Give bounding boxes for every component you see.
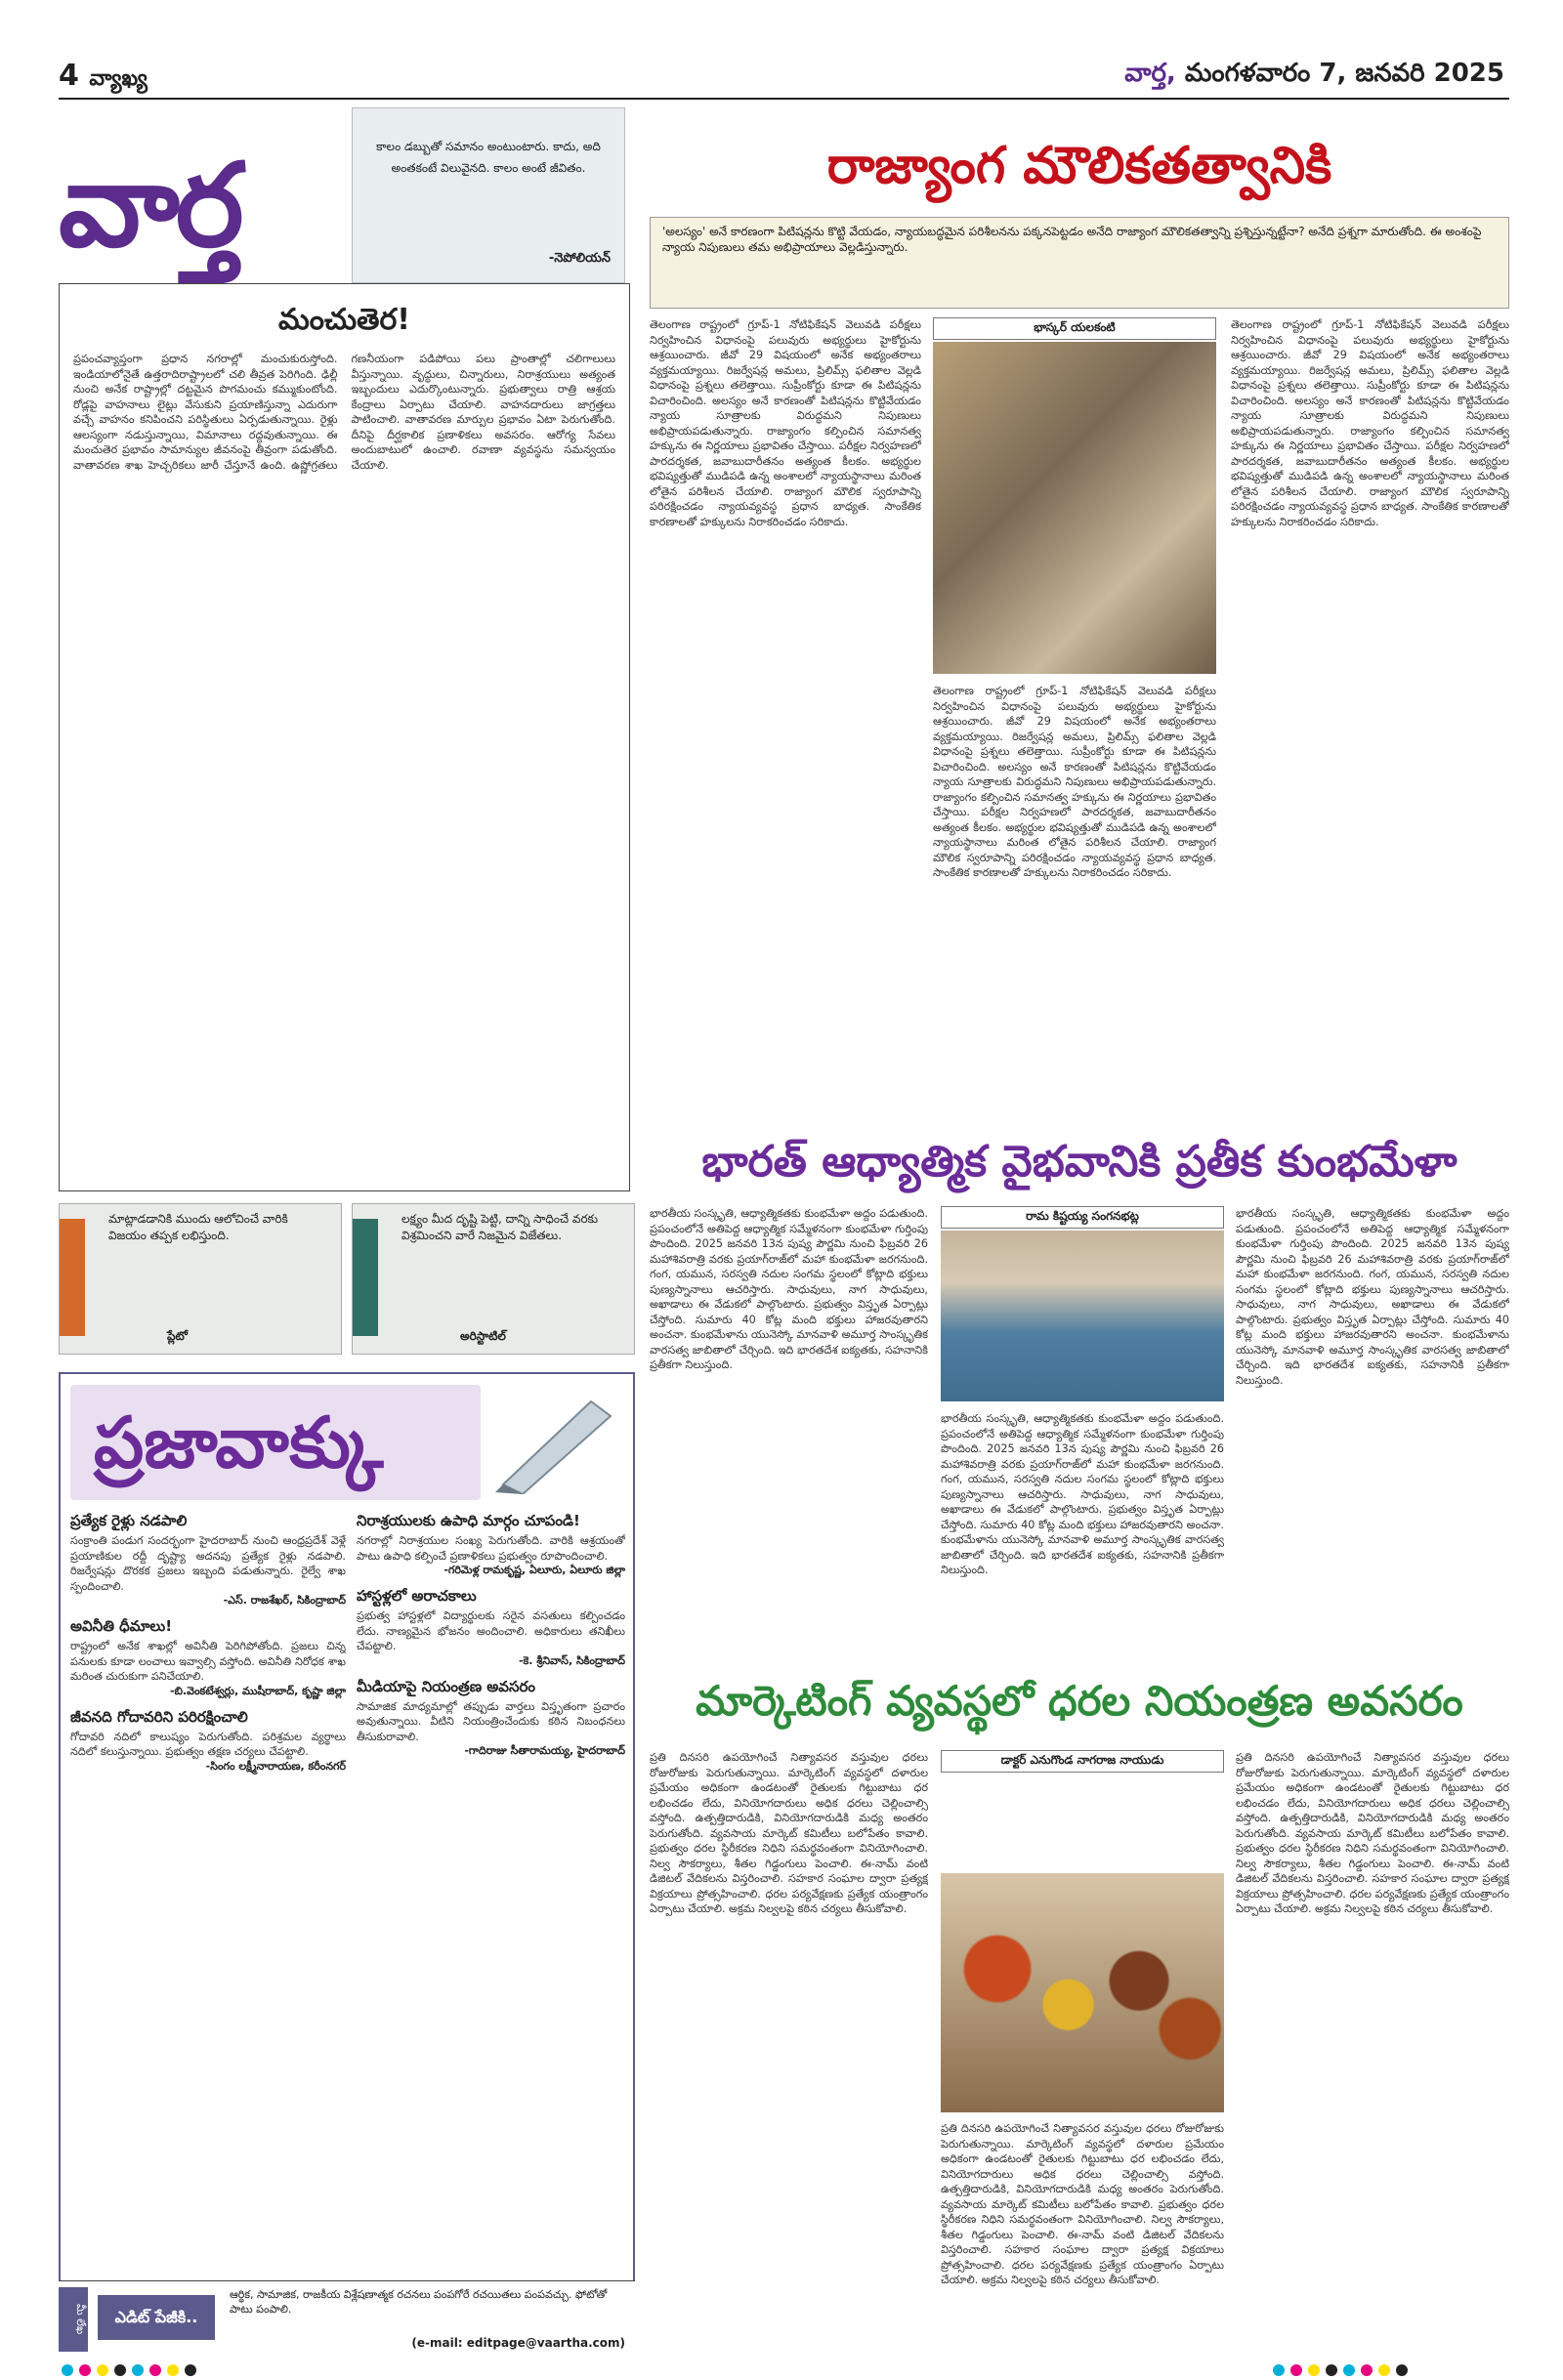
footer-text: ఆర్థిక, సామాజిక, రాజకీయ విశ్లేషణాత్మక రచనలు పంపగోరే రచయితలు పంపవచ్చు. ఫోటోతో పాటు పంపాలి. bbox=[230, 2288, 608, 2316]
quote-author: అరిస్టాటిల్ bbox=[460, 1329, 506, 1343]
article3-byline: డాక్టర్ ఎనుగొండ నాగరాజ నాయుడు bbox=[941, 1750, 1224, 1773]
letter-author: -గరిమెళ్ల రామకృష్ణ, ఏలూరు, ఏలూరు జిల్లా bbox=[444, 1564, 625, 1576]
quote-card-plato bbox=[59, 1203, 342, 1355]
letter-author: -ఎస్. రాజశేఖర్, సికింద్రాబాద్ bbox=[223, 1594, 346, 1607]
letter-title: హాస్టళ్లలో అరాచకాలు bbox=[357, 1587, 477, 1605]
quote-author: ప్లేటో bbox=[167, 1329, 188, 1343]
quote-card-aristotle bbox=[352, 1203, 635, 1355]
article1-title: రాజ్యాంగ మౌలికతత్వానికి bbox=[826, 137, 1332, 195]
print-registration-left bbox=[59, 2361, 352, 2373]
letter-body: రాష్ట్రంలో అనేక శాఖల్లో అవినీతి పెరిగిపోతోంది. ప్రజలు చిన్న పనులకు కూడా లంచాలు ఇవ్వాల్సి వస్తోంది. అవినీతి నిరోధక శాఖ మరింత చురుకుగా పనిచేయాలి. bbox=[70, 1640, 346, 1683]
article2-body-left: భారతీయ సంస్కృతి, ఆధ్యాత్మికతకు కుంభమేళా అద్దం పడుతుంది. ప్రపంచంలోనే అతిపెద్ద ఆధ్యాత్మిక సమ్మేళనంగా కుంభమేళా గుర్తింపు పొందింది. 2025 జనవరి 13న పుష్య పౌర్ణమి నుంచి ఫిబ్రవరి 26 మహాశివరాత్రి వరకు ప్రయాగ్‌రాజ్‌లో మహా కుంభమేళా జరగనుంది. గంగ, యమున, సరస్వతి నదుల సంగమ స్థలంలో కోట్లాది భక్తులు పుణ్యస్నానాలు ఆచరిస్తారు. సాధువులు, నాగ సాధువులు, అఖాడాలు ఈ వేడుకలో పాల్గొంటారు. ప్రభుత్వం విస్తృత ఏర్పాట్లు చేస్తోంది. సుమారు 40 కోట్ల మంది భక్తులు హాజరవుతారని అంచనా. కుంభమేళాను యునెస్కో మానవాళి అమూర్త సాంస్కృతిక వారసత్వ జాబితాలో చేర్చింది. ఇది భారతదేశ ఐక్యతకు, సహనానికి ప్రతీకగా నిలుస్తుంది. bbox=[650, 1207, 928, 1371]
letter-title: జీవనది గోదావరిని పరిరక్షించాలి bbox=[70, 1707, 248, 1726]
article1-lead: 'అలస్యం' అనే కారణంగా పిటిషన్లను కొట్టి వేయడం, న్యాయబద్ధమైన పరిశీలనను పక్కనపెట్టడం అనేది రాజ్యాంగ మౌలికతత్వాన్ని ప్రశ్నిస్తున్నట్టేనా? అనేది ప్రశ్నగా మారుతోంది. ఈ అంశంపై న్యాయ నిపుణులు తమ అభిప్రాయాలు వెల్లడిస్తున్నారు. bbox=[650, 217, 1509, 309]
article2-body-mid: భారతీయ సంస్కృతి, ఆధ్యాత్మికతకు కుంభమేళా అద్దం పడుతుంది. ప్రపంచంలోనే అతిపెద్ద ఆధ్యాత్మిక సమ్మేళనంగా కుంభమేళా గుర్తింపు పొందింది. 2025 జనవరి 13న పుష్య పౌర్ణమి నుంచి ఫిబ్రవరి 26 మహాశివరాత్రి వరకు ప్రయాగ్‌రాజ్‌లో మహా కుంభమేళా జరగనుంది. గంగ, యమున, సరస్వతి నదుల సంగమ స్థలంలో కోట్లాది భక్తులు పుణ్యస్నానాలు ఆచరిస్తారు. సాధువులు, నాగ సాధువులు, అఖాడాలు ఈ వేడుకలో పాల్గొంటారు. ప్రభుత్వం విస్తృత ఏర్పాట్లు చేస్తోంది. సుమారు 40 కోట్ల మంది భక్తులు హాజరవుతారని అంచనా. కుంభమేళాను యునెస్కో మానవాళి అమూర్త సాంస్కృతిక వారసత్వ జాబితాలో చేర్చింది. ఇది భారతదేశ ఐక్యతకు, సహనానికి ప్రతీకగా నిలుస్తుంది. bbox=[941, 1412, 1224, 1576]
article3-body-right: ప్రతి దినసరి ఉపయోగించే నిత్యావసర వస్తువుల ధరలు రోజురోజుకు పెరుగుతున్నాయి. మార్కెటింగ్ వ్యవస్థలో దళారుల ప్రమేయం అధికంగా ఉండటంతో రైతులకు గిట్టుబాటు ధర లభించడం లేదు, వినియోగదారులు అధిక ధరలు చెల్లించాల్సి వస్తోంది. ఉత్పత్తిదారుడికి, వినియోగదారుడికి మధ్య అంతరం పెరుగుతోంది. వ్యవసాయ మార్కెట్ కమిటీలు బలోపేతం కావాలి. ప్రభుత్వం ధరల స్థిరీకరణ నిధిని సమర్థవంతంగా వినియోగించాలి. నిల్వ సౌకర్యాలు, శీతల గిడ్డంగులు పెంచాలి. ఈ-నామ్ వంటి డిజిటల్ వేదికలను విస్తరించాలి. సహకార సంఘాల ద్వారా ప్రత్యక్ష విక్రయాలు ప్రోత్సహించాలి. ధరల పర్యవేక్షణకు ప్రత్యేక యంత్రాంగం ఏర్పాటు చేయాలి. అక్రమ నిల్వలపై కఠిన చర్యలు తీసుకోవాలి. bbox=[1236, 1751, 1509, 1915]
exam-hall-photo bbox=[933, 342, 1216, 674]
article1-body-left: తెలంగాణ రాష్ట్రంలో గ్రూప్-1 నోటిఫికేషన్ వెలువడి పరీక్షలు నిర్వహించిన విధానంపై పలువురు అభ్యర్థులు హైకోర్టును ఆశ్రయించారు. జీవో 29 విషయంలో అనేక అభ్యంతరాలు వ్యక్తమయ్యాయి. రిజర్వేషన్ల అమలు, ప్రిలిమ్స్ ఫలితాల వెల్లడి విధానంపై ప్రశ్నలు తలెత్తాయి. సుప్రీంకోర్టు కూడా ఈ పిటిషన్లను విచారించింది. అలస్యం అనే కారణంతో పిటిషన్లను కొట్టివేయడం న్యాయ సూత్రాలకు విరుద్ధమని నిపుణులు అభిప్రాయపడుతున్నారు. రాజ్యాంగం కల్పించిన సమానత్వ హక్కును ఈ నిర్ణయాలు ప్రభావితం చేస్తాయి. పరీక్షల నిర్వహణలో పారదర్శకత, జవాబుదారీతనం అత్యంత కీలకం. అభ్యర్థుల భవిష్యత్తుతో ముడిపడి ఉన్న అంశాలలో న్యాయస్థానాలు మరింత లోతైన పరిశీలన చేయాలి. రాజ్యాంగ మౌలిక స్వరూపాన్ని పరిరక్షించడం న్యాయవ్యవస్థ ప్రధాన బాధ్యత. సాంకేతిక కారణాలతో హక్కులను నిరాకరించడం సరికాదు. bbox=[650, 318, 921, 528]
prajavakku-title: ప్రజావాక్కు bbox=[70, 1385, 481, 1500]
letters-column-left bbox=[70, 1512, 346, 2274]
page-number-block bbox=[59, 59, 148, 96]
issue-date: మంగళవారం 7, జనవరి 2025 bbox=[1184, 59, 1504, 88]
newspaper-logo: వార్త bbox=[59, 138, 240, 272]
section-name: వ్యాఖ్య bbox=[89, 66, 148, 91]
letter-body: ప్రభుత్వ హాస్టళ్లలో విద్యార్థులకు సరైన వసతులు కల్పించడం లేదు. నాణ్యమైన భోజనం అందించాలి. అధికారులు తనిఖీలు చేపట్టాలి. bbox=[357, 1609, 625, 1652]
footer-email: (e-mail: editpage@vaartha.com) bbox=[411, 2336, 625, 2350]
footer-side-label: మీ లేఖ bbox=[59, 2287, 88, 2352]
masthead-quote: కాలం డబ్బుతో సమానం అంటుంటారు. కాదు, అది అంతకంటే విలువైనది. కాలం అంటే జీవితం. bbox=[376, 140, 601, 175]
quote-accent-bar bbox=[60, 1219, 85, 1336]
header-rule bbox=[59, 98, 1509, 100]
masthead-quote-box bbox=[352, 107, 625, 283]
article1-byline: భాస్కర్ యలకంటి bbox=[933, 317, 1216, 340]
article3-title: మార్కెటింగ్ వ్యవస్థలో ధరల నియంత్రణ అవసరం bbox=[696, 1677, 1463, 1725]
letters-column-right bbox=[357, 1512, 625, 2274]
editorial-title: మంచుతెర! bbox=[278, 303, 410, 337]
article1-body-right: తెలంగాణ రాష్ట్రంలో గ్రూప్-1 నోటిఫికేషన్ వెలువడి పరీక్షలు నిర్వహించిన విధానంపై పలువురు అభ్యర్థులు హైకోర్టును ఆశ్రయించారు. జీవో 29 విషయంలో అనేక అభ్యంతరాలు వ్యక్తమయ్యాయి. రిజర్వేషన్ల అమలు, ప్రిలిమ్స్ ఫలితాల వెల్లడి విధానంపై ప్రశ్నలు తలెత్తాయి. సుప్రీంకోర్టు కూడా ఈ పిటిషన్లను విచారించింది. అలస్యం అనే కారణంతో పిటిషన్లను కొట్టివేయడం న్యాయ సూత్రాలకు విరుద్ధమని నిపుణులు అభిప్రాయపడుతున్నారు. రాజ్యాంగం కల్పించిన సమానత్వ హక్కును ఈ నిర్ణయాలు ప్రభావితం చేస్తాయి. పరీక్షల నిర్వహణలో పారదర్శకత, జవాబుదారీతనం అత్యంత కీలకం. అభ్యర్థుల భవిష్యత్తుతో ముడిపడి ఉన్న అంశాలలో న్యాయస్థానాలు మరింత లోతైన పరిశీలన చేయాలి. రాజ్యాంగ మౌలిక స్వరూపాన్ని పరిరక్షించడం న్యాయవ్యవస్థ ప్రధాన బాధ్యత. సాంకేతిక కారణాలతో హక్కులను నిరాకరించడం సరికాదు. bbox=[1231, 318, 1509, 528]
article3-body-mid: ప్రతి దినసరి ఉపయోగించే నిత్యావసర వస్తువుల ధరలు రోజురోజుకు పెరుగుతున్నాయి. మార్కెటింగ్ వ్యవస్థలో దళారుల ప్రమేయం అధికంగా ఉండటంతో రైతులకు గిట్టుబాటు ధర లభించడం లేదు, వినియోగదారులు అధిక ధరలు చెల్లించాల్సి వస్తోంది. ఉత్పత్తిదారుడికి, వినియోగదారుడికి మధ్య అంతరం పెరుగుతోంది. వ్యవసాయ మార్కెట్ కమిటీలు బలోపేతం కావాలి. ప్రభుత్వం ధరల స్థిరీకరణ నిధిని సమర్థవంతంగా వినియోగించాలి. నిల్వ సౌకర్యాలు, శీతల గిడ్డంగులు పెంచాలి. ఈ-నామ్ వంటి డిజిటల్ వేదికలను విస్తరించాలి. సహకార సంఘాల ద్వారా ప్రత్యక్ష విక్రయాలు ప్రోత్సహించాలి. ధరల పర్యవేక్షణకు ప్రత్యేక యంత్రాంగం ఏర్పాటు చేయాలి. అక్రమ నిల్వలపై కఠిన చర్యలు తీసుకోవాలి. bbox=[941, 2122, 1224, 2286]
date-line bbox=[1124, 59, 1504, 94]
letter-title: నిరాశ్రయులకు ఉపాధి మార్గం చూపండి! bbox=[357, 1512, 580, 1529]
quote-accent-bar bbox=[353, 1219, 378, 1336]
article2-title: భారత్ ఆధ్యాత్మిక వైభవానికి ప్రతీక కుంభమేళా bbox=[701, 1137, 1457, 1187]
letter-author: -సింగం లక్ష్మీనారాయణ, కరీంనగర్ bbox=[205, 1759, 346, 1773]
article1-body-mid: తెలంగాణ రాష్ట్రంలో గ్రూప్-1 నోటిఫికేషన్ వెలువడి పరీక్షలు నిర్వహించిన విధానంపై పలువురు అభ్యర్థులు హైకోర్టును ఆశ్రయించారు. జీవో 29 విషయంలో అనేక అభ్యంతరాలు వ్యక్తమయ్యాయి. రిజర్వేషన్ల అమలు, ప్రిలిమ్స్ ఫలితాల వెల్లడి విధానంపై ప్రశ్నలు తలెత్తాయి. సుప్రీంకోర్టు కూడా ఈ పిటిషన్లను విచారించింది. అలస్యం అనే కారణంతో పిటిషన్లను కొట్టివేయడం న్యాయ సూత్రాలకు విరుద్ధమని నిపుణులు అభిప్రాయపడుతున్నారు. రాజ్యాంగం కల్పించిన సమానత్వ హక్కును ఈ నిర్ణయాలు ప్రభావితం చేస్తాయి. పరీక్షల నిర్వహణలో పారదర్శకత, జవాబుదారీతనం అత్యంత కీలకం. అభ్యర్థుల భవిష్యత్తుతో ముడిపడి ఉన్న అంశాలలో న్యాయస్థానాలు మరింత లోతైన పరిశీలన చేయాలి. రాజ్యాంగ మౌలిక స్వరూపాన్ని పరిరక్షించడం న్యాయవ్యవస్థ ప్రధాన బాధ్యత. సాంకేతిక కారణాలతో హక్కులను నిరాకరించడం సరికాదు. bbox=[933, 685, 1216, 879]
letter-title: ప్రత్యేక రైళ్లు నడపాలి bbox=[70, 1512, 188, 1529]
quote-text: మాట్లాడడానికి ముందు ఆలోచించే వారికి విజయం తప్పక లభిస్తుంది. bbox=[108, 1212, 288, 1242]
letter-title: అవినీతి ధీమాలు! bbox=[70, 1617, 173, 1635]
paper-name: వార్త, bbox=[1124, 59, 1176, 88]
letter-body: గోదావరి నదిలో కాలుష్యం పెరుగుతోంది. పరిశ్రమల వ్యర్థాలు నదిలో కలుస్తున్నాయి. ప్రభుత్వం తక్షణ చర్యలు చేపట్టాలి. bbox=[70, 1730, 346, 1758]
editorial-body: ప్రపంచవ్యాప్తంగా ప్రధాన నగరాల్లో మంచుకురుస్తోంది. ఇండియాలోనైతే ఉత్తరాదిరాష్ట్రాలలో చలి తీవ్రత పెరిగింది. ఢిల్లీ నుంచి అనేక రాష్ట్రాల్లో దట్టమైన పొగమంచు కమ్ముకుంటోంది. రోడ్లపై వాహనాలు లైట్లు వేసుకుని ప్రయాణిస్తున్నా ఎదురుగా వచ్చే వాహనం కనిపించని పరిస్థితులు ఏర్పడుతున్నాయి. రైళ్లు ఆలస్యంగా నడుస్తున్నాయి, విమానాలు రద్దవుతున్నాయి. ఈ మంచుతెర ప్రభావం సామాన్యుల జీవనంపై తీవ్రంగా పడుతోంది. వాతావరణ శాఖ హెచ్చరికలు జారీ చేస్తూనే ఉంది. ఉష్ణోగ్రతలు గణనీయంగా పడిపోయి పలు ప్రాంతాల్లో చలిగాలులు వీస్తున్నాయి. వృద్ధులు, చిన్నారులు, నిరాశ్రయులు అత్యంత ఇబ్బందులు ఎదుర్కొంటున్నారు. ప్రభుత్వాలు రాత్రి ఆశ్రయ కేంద్రాలు ఏర్పాటు చేయాలి. వాహనదారులు జాగ్రత్తలు పాటించాలి. వాతావరణ మార్పుల ప్రభావం ఏటా పెరుగుతోంది. దీనిపై దీర్ఘకాలిక ప్రణాళికలు అవసరం. ఆరోగ్య సేవలు అందుబాటులో ఉంచాలి. రవాణా వ్యవస్థను సమన్వయం చేయాలి. bbox=[73, 353, 615, 472]
letter-body: నగరాల్లో నిరాశ్రయుల సంఖ్య పెరుగుతోంది. వారికి ఆశ్రయంతో పాటు ఉపాధి కల్పించే ప్రణాళికలు ప్రభుత్వం రూపొందించాలి. bbox=[357, 1534, 625, 1563]
letter-body: సంక్రాంతి పండుగ సందర్భంగా హైదరాబాద్ నుంచి ఆంధ్రప్రదేశ్ వెళ్లే ప్రయాణికుల రద్దీ దృష్ట్యా అదనపు ప్రత్యేక రైళ్లు నడపాలి. రిజర్వేషన్లు దొరకక ప్రజలు ఇబ్బంది పడుతున్నారు. రైల్వే శాఖ స్పందించాలి. bbox=[70, 1534, 346, 1593]
article3-body-left: ప్రతి దినసరి ఉపయోగించే నిత్యావసర వస్తువుల ధరలు రోజురోజుకు పెరుగుతున్నాయి. మార్కెటింగ్ వ్యవస్థలో దళారుల ప్రమేయం అధికంగా ఉండటంతో రైతులకు గిట్టుబాటు ధర లభించడం లేదు, వినియోగదారులు అధిక ధరలు చెల్లించాల్సి వస్తోంది. ఉత్పత్తిదారుడికి, వినియోగదారుడికి మధ్య అంతరం పెరుగుతోంది. వ్యవసాయ మార్కెట్ కమిటీలు బలోపేతం కావాలి. ప్రభుత్వం ధరల స్థిరీకరణ నిధిని సమర్థవంతంగా వినియోగించాలి. నిల్వ సౌకర్యాలు, శీతల గిడ్డంగులు పెంచాలి. ఈ-నామ్ వంటి డిజిటల్ వేదికలను విస్తరించాలి. సహకార సంఘాల ద్వారా ప్రత్యక్ష విక్రయాలు ప్రోత్సహించాలి. ధరల పర్యవేక్షణకు ప్రత్యేక యంత్రాంగం ఏర్పాటు చేయాలి. అక్రమ నిల్వలపై కఠిన చర్యలు తీసుకోవాలి. bbox=[650, 1751, 928, 1915]
edit-page-footer bbox=[59, 2280, 635, 2357]
footer-label: ఎడిట్ పేజీకి.. bbox=[98, 2295, 215, 2340]
print-registration-right bbox=[1270, 2361, 1524, 2373]
quote-text: లక్ష్యం మీద దృష్టి పెట్టి, దాన్ని సాధించే వరకు విశ్రమించని వారే నిజమైన విజేతలు. bbox=[401, 1212, 598, 1242]
letter-author: -కె. శ్రీనివాస్, సికింద్రాబాద్ bbox=[518, 1653, 625, 1667]
letter-title: మీడియాపై నియంత్రణ అవసరం bbox=[357, 1677, 536, 1695]
letter-body: సామాజిక మాధ్యమాల్లో తప్పుడు వార్తలు విస్తృతంగా ప్రచారం అవుతున్నాయి. వీటిని నియంత్రించేందుకు కఠిన నిబంధనలు తీసుకురావాలి. bbox=[357, 1699, 625, 1743]
article2-body-right: భారతీయ సంస్కృతి, ఆధ్యాత్మికతకు కుంభమేళా అద్దం పడుతుంది. ప్రపంచంలోనే అతిపెద్ద ఆధ్యాత్మిక సమ్మేళనంగా కుంభమేళా గుర్తింపు పొందింది. 2025 జనవరి 13న పుష్య పౌర్ణమి నుంచి ఫిబ్రవరి 26 మహాశివరాత్రి వరకు ప్రయాగ్‌రాజ్‌లో మహా కుంభమేళా జరగనుంది. గంగ, యమున, సరస్వతి నదుల సంగమ స్థలంలో కోట్లాది భక్తులు పుణ్యస్నానాలు ఆచరిస్తారు. సాధువులు, నాగ సాధువులు, అఖాడాలు ఈ వేడుకలో పాల్గొంటారు. ప్రభుత్వం విస్తృత ఏర్పాట్లు చేస్తోంది. సుమారు 40 కోట్ల మంది భక్తులు హాజరవుతారని అంచనా. కుంభమేళాను యునెస్కో మానవాళి అమూర్త సాంస్కృతిక వారసత్వ జాబితాలో చేర్చింది. ఇది భారతదేశ ఐక్యతకు, సహనానికి ప్రతీకగా నిలుస్తుంది. bbox=[1236, 1207, 1509, 1387]
masthead-quote-author: -నెపోలియన్ bbox=[548, 251, 611, 266]
letter-author: -గాదిరాజు సీతారామయ్య, హైదరాబాద్ bbox=[464, 1744, 625, 1757]
article2-byline: రామ కిష్టయ్య సంగనభట్ల bbox=[941, 1206, 1224, 1229]
kumbh-mela-photo bbox=[941, 1231, 1224, 1401]
pen-icon bbox=[493, 1392, 620, 1494]
spices-market-photo bbox=[941, 1873, 1224, 2112]
letter-author: -బి.వెంకటేశ్వర్లు, ముషీరాబాద్, కృష్ణా జిల్లా bbox=[169, 1684, 346, 1697]
page-number: 4 bbox=[59, 59, 79, 93]
